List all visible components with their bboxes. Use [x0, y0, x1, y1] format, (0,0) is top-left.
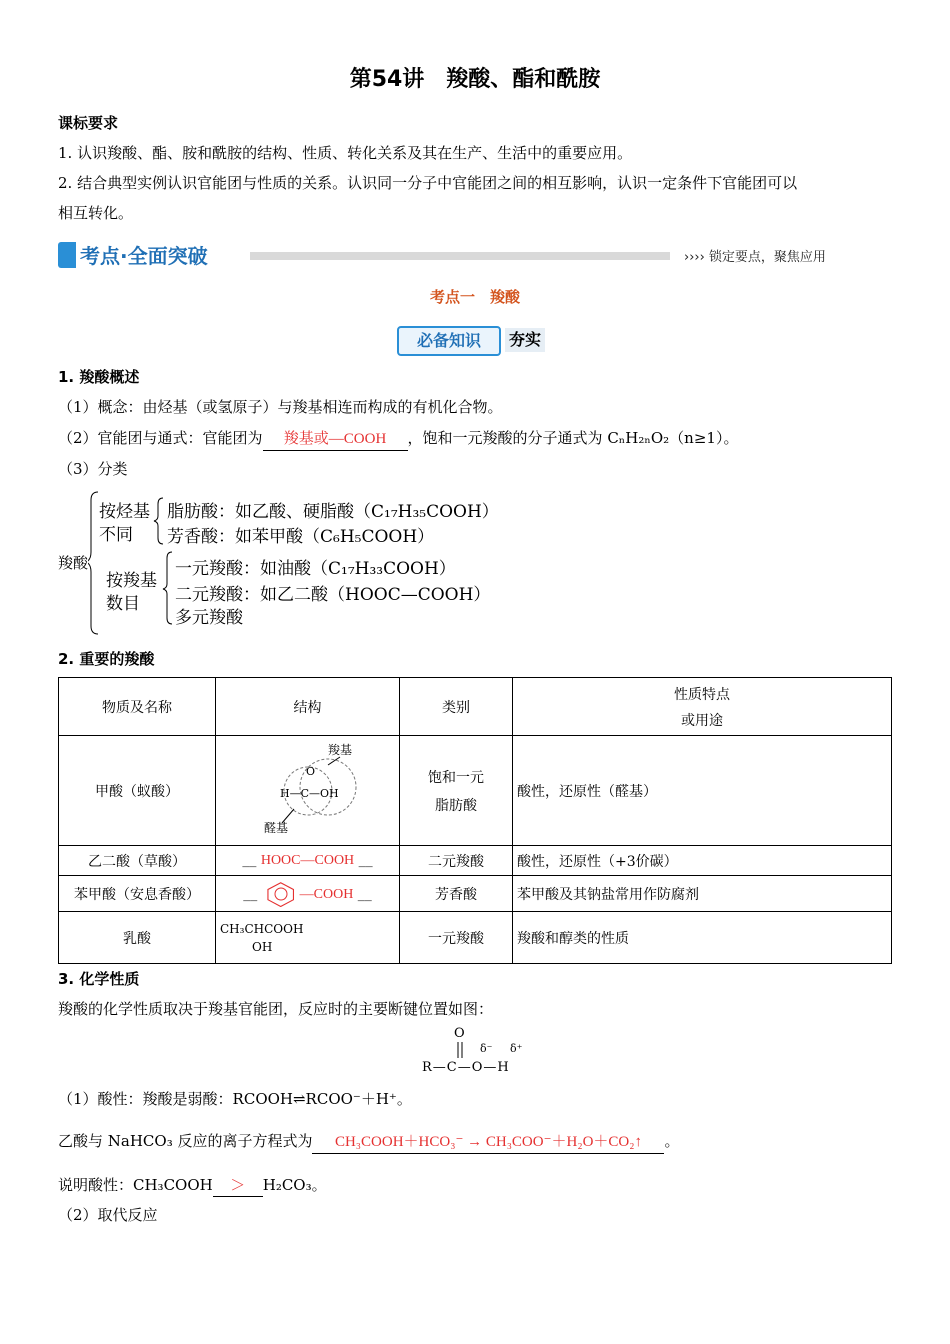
- lactic-line-1: CH₃CHCOOH: [220, 921, 304, 936]
- formic-oxygen: O: [306, 764, 316, 778]
- banner-label: 考点·全面突破: [80, 244, 208, 268]
- s1-functional-group: [58, 427, 738, 451]
- header-cell: [513, 678, 892, 736]
- s1-concept: （1）概念：由烃基（或氢原子）与羧基相连而构成的有机化合物。: [58, 398, 503, 416]
- table-row: [59, 846, 892, 876]
- double-bond-mark: [456, 1042, 464, 1060]
- g2-label-1: 按羧基: [106, 571, 157, 591]
- s1-heading: 1. 羧酸概述: [58, 368, 140, 386]
- standard-item: 1. 认识羧酸、酯、胺和酰胺的结构、性质、转化关系及其在生产、生活中的重要应用。: [58, 144, 633, 162]
- s3-substitution: （2）取代反应: [58, 1206, 158, 1224]
- page-title: 第54讲 羧酸、酯和酰胺: [349, 67, 601, 92]
- table-row: [59, 912, 892, 964]
- cell-name: 乙二酸（草酸）: [59, 846, 216, 876]
- standard-heading: 课标要求: [58, 114, 119, 132]
- g1-label-2: 不同: [99, 525, 133, 545]
- knowledge-badge: [397, 326, 552, 354]
- header-line: 或用途: [681, 712, 723, 729]
- banner-accent: [58, 242, 76, 268]
- class-line: 脂肪酸: [435, 797, 477, 814]
- s3-compare: [58, 1174, 327, 1197]
- cell-class: 一元羧酸: [400, 912, 513, 964]
- g2-label-2: 数目: [106, 594, 140, 614]
- standard-item: 2. 结合典型实例认识官能团与性质的关系。认识同一分子中官能团之间的相互影响，认识一定条件下官能团可以: [58, 174, 798, 192]
- lactic-line-2: OH: [252, 939, 273, 954]
- cmp-answer: ＞: [213, 1174, 263, 1197]
- cmp-suffix: H₂CO₃。: [262, 1176, 327, 1194]
- g2-item: 二元羧酸：如乙二酸（HOOC—COOH）: [175, 585, 491, 605]
- formic-structure: [220, 739, 395, 843]
- table-row: [59, 876, 892, 912]
- class-line: 饱和一元: [428, 769, 484, 786]
- g2-item: 一元羧酸：如油酸（C₁₇H₃₃COOH）: [175, 559, 456, 579]
- cell-class: 芳香酸: [400, 876, 513, 912]
- delta-minus: δ⁻: [480, 1042, 493, 1055]
- carboxyl-label: 羧基: [328, 742, 353, 757]
- cell-property: 苯甲酸及其钠盐常用作防腐剂: [513, 876, 892, 912]
- acids-table: [58, 677, 892, 964]
- cmp-prefix: 说明酸性：CH₃COOH: [58, 1176, 213, 1194]
- cell-structure: [216, 912, 400, 964]
- banner-tagline: ›››› 锁定要点，聚焦应用: [684, 250, 826, 265]
- cell-property: 酸性，还原性（醛基）: [513, 736, 892, 846]
- s3-acidity: （1）酸性：羧酸是弱酸：RCOOH⇌RCOO⁻＋H⁺。: [58, 1090, 412, 1108]
- aldehyde-label: 醛基: [264, 820, 289, 835]
- badge-tail: 夯实: [505, 328, 545, 352]
- header-line: 性质特点: [674, 686, 730, 703]
- section-banner: [58, 240, 858, 272]
- delta-plus: δ⁺: [510, 1042, 523, 1055]
- diagram-chain: R—C—O—H: [422, 1060, 510, 1075]
- oxalic-structure: HOOC—COOH: [260, 853, 355, 868]
- bond-cleavage-diagram: [420, 1026, 540, 1080]
- fg-suffix: ，饱和一元羧酸的分子通式为 CₙH₂ₙO₂（n≥1）。: [407, 429, 739, 447]
- s2-heading: 2. 重要的羧酸: [58, 650, 155, 668]
- s3-intro: 羧酸的化学性质取决于羧基官能团，反应时的主要断键位置如图：: [58, 1000, 494, 1018]
- eq-end: 。: [664, 1132, 680, 1150]
- eq-answer: CH₃COOH＋HCO₃⁻ → CH₃COO⁻＋H₂O＋CO₂↑: [312, 1131, 664, 1154]
- cell-property: 酸性，还原性（+3价碳）: [513, 846, 892, 876]
- cell-structure: __ —COOH __: [216, 876, 400, 912]
- table-row: [59, 736, 892, 846]
- fg-prefix: （2）官能团与通式：官能团为: [58, 429, 263, 447]
- section-title: 考点一 羧酸: [429, 288, 520, 306]
- s3-equation: [58, 1130, 680, 1154]
- benzene-ring-icon: [262, 881, 300, 907]
- cell-name: 乳酸: [59, 912, 216, 964]
- fg-answer: 羧基或—COOH: [263, 428, 408, 451]
- g1-item: 脂肪酸：如乙酸、硬脂酸（C₁₇H₃₅COOH）: [167, 502, 499, 522]
- s3-heading: 3. 化学性质: [58, 970, 140, 988]
- formic-main-chain: H—C—OH: [280, 786, 339, 800]
- tree-root: 羧酸: [58, 554, 89, 572]
- diagram-oxygen: O: [454, 1026, 465, 1041]
- table-header-row: [59, 678, 892, 736]
- cell-class: 二元羧酸: [400, 846, 513, 876]
- header-cell: 物质及名称: [59, 678, 216, 736]
- badge-main: 必备知识: [397, 326, 501, 356]
- standard-item: 相互转化。: [58, 204, 134, 222]
- cell-class: [400, 736, 513, 846]
- cell-name: 甲酸（蚁酸）: [59, 736, 216, 846]
- benzoic-structure: —COOH: [299, 886, 354, 902]
- header-cell: 结构: [216, 678, 400, 736]
- g1-item: 芳香酸：如苯甲酸（C₆H₅COOH）: [167, 527, 435, 547]
- s1-classification-label: （3）分类: [58, 460, 128, 478]
- cell-structure: [216, 736, 400, 846]
- banner-rule: [250, 252, 670, 260]
- cell-name: 苯甲酸（安息香酸）: [59, 876, 216, 912]
- eq-prefix: 乙酸与 NaHCO₃ 反应的离子方程式为: [58, 1132, 313, 1150]
- g1-label-1: 按烃基: [99, 502, 150, 522]
- cell-structure: __ HOOC—COOH __: [216, 846, 400, 876]
- header-cell: 类别: [400, 678, 513, 736]
- cell-property: 羧酸和醇类的性质: [513, 912, 892, 964]
- g2-item: 多元羧酸: [175, 608, 243, 628]
